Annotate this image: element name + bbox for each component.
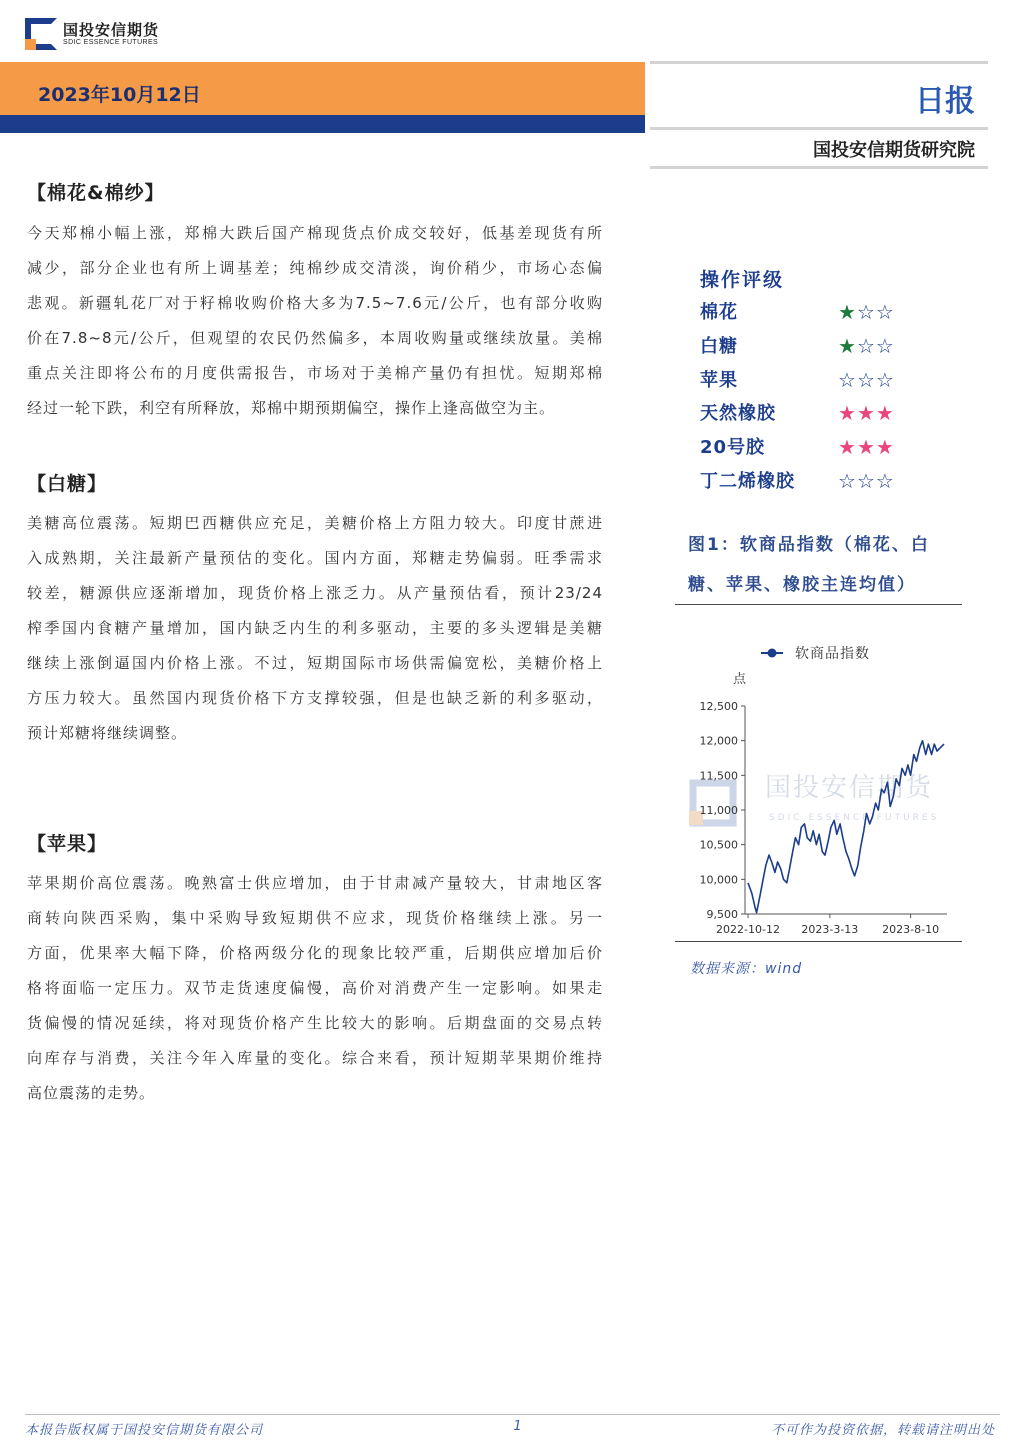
star-filled-icon: ★ — [856, 401, 876, 426]
watermark-text: 国投安信期货 — [765, 773, 934, 803]
star-filled-icon: ★ — [856, 435, 876, 460]
rating-stars — [838, 296, 895, 330]
star-empty-icon: ☆ — [838, 468, 857, 493]
rating-row — [700, 296, 960, 330]
paragraph-line: 货偏慢的情况延续，将对现货价格产生比较大的影响。后期盘面的交易点转 — [27, 1014, 603, 1032]
figure-caption — [688, 525, 958, 605]
paragraph-line: 预计郑糖将继续调整。 — [27, 724, 188, 742]
star-filled-icon: ★ — [838, 435, 857, 460]
rating-commodity-name: 棉花 — [700, 302, 738, 323]
legend-label: 软商品指数 — [795, 646, 870, 662]
y-tick-label: 11,000 — [699, 804, 738, 817]
x-tick-label: 2023-3-13 — [801, 923, 859, 936]
rating-stars — [838, 465, 895, 499]
section-heading: 【苹果】 — [27, 833, 108, 855]
star-empty-icon: ☆ — [875, 300, 895, 324]
footer-copyright: 本报告版权属于国投安信期货有限公司 — [25, 1423, 264, 1438]
header-divider — [650, 166, 988, 169]
paragraph-line: 方面，优果率大幅下降，价格两级分化的现象比较严重，后期供应增加后价 — [27, 944, 603, 962]
star-empty-icon: ☆ — [856, 367, 876, 392]
star-empty-icon: ☆ — [875, 367, 895, 392]
section-heading: 【棉花&棉纱】 — [27, 182, 165, 204]
paragraph-line: 榨季国内食糖产量增加，国内缺乏内生的利多驱动，主要的多头逻辑是美糖 — [27, 619, 603, 637]
paragraph-line: 商转向陕西采购，集中采购导致短期供不应求，现货价格继续上涨。另一 — [27, 909, 603, 927]
paragraph-line: 继续上涨倒逼国内价格上涨。不过，短期国际市场供需偏宽松，美糖价格上 — [27, 654, 603, 672]
y-tick-label: 10,000 — [699, 873, 738, 887]
x-tick-label: 2022-10-12 — [716, 923, 780, 936]
report-type-title: 日报 — [915, 84, 975, 119]
logo-text: 国投安信期货 — [63, 21, 160, 39]
rating-stars — [838, 330, 895, 364]
star-filled-icon: ★ — [838, 300, 857, 324]
footer-divider — [25, 1414, 1000, 1415]
rating-stars — [838, 431, 895, 465]
paragraph-line: 高位震荡的走势。 — [27, 1084, 156, 1102]
paragraph-line: 方压力较大。虽然国内现货价格下方支撑较强，但是也缺乏新的利多驱动， — [27, 689, 603, 707]
star-filled-icon: ★ — [875, 435, 895, 460]
rating-panel-title: 操作评级 — [700, 269, 785, 291]
institute-name: 国投安信期货研究院 — [813, 140, 975, 161]
rating-list — [700, 296, 960, 499]
watermark-subtext: SDIC ESSENCE FUTURES — [769, 813, 940, 823]
star-empty-icon: ☆ — [856, 468, 876, 493]
figure-source: 数据来源：wind — [690, 961, 803, 977]
star-filled-icon: ★ — [875, 401, 895, 426]
paragraph-line: 重点关注即将公布的月度供需报告，市场对于美棉产量仍有担忧。短期郑棉 — [27, 364, 603, 382]
star-filled-icon: ★ — [838, 401, 857, 426]
header-navy-band — [0, 115, 645, 133]
figure-top-rule — [675, 604, 962, 605]
rating-stars — [838, 397, 895, 431]
y-axis-label: 点 — [733, 672, 747, 687]
star-empty-icon: ☆ — [856, 300, 876, 324]
section-body — [27, 216, 603, 426]
series-line-soft-commodity-index — [748, 741, 944, 913]
soft-commodity-index-chart — [675, 635, 965, 940]
header-divider — [650, 61, 988, 64]
rating-panel — [700, 267, 960, 499]
rating-commodity-name: 白糖 — [700, 335, 738, 357]
figure-caption-line: 糖、苹果、橡胶主连均值） — [688, 575, 916, 595]
paragraph-line: 今天郑棉小幅上涨，郑棉大跌后国产棉现货点价成交较好，低基差现货有所 — [27, 224, 603, 242]
rating-row — [700, 330, 960, 364]
paragraph-line: 美糖高位震荡。短期巴西糖供应充足，美糖价格上方阻力较大。印度甘蔗进 — [27, 514, 603, 532]
paragraph-line: 减少，部分企业也有所上调基差；纯棉纱成交清淡，询价稍少，市场心态偏 — [27, 259, 603, 277]
figure-bottom-rule — [675, 941, 962, 942]
paragraph-line: 较差，糖源供应逐渐增加，现货价格上涨乏力。从产量预估看，预计23/24 — [27, 584, 603, 602]
section-cotton — [27, 180, 603, 417]
rating-commodity-name: 天然橡胶 — [700, 403, 776, 425]
section-heading: 【白糖】 — [27, 473, 108, 495]
paragraph-line: 格将面临一定压力。双节走货速度偏慢，高价对消费产生一定影响。如果走 — [27, 979, 603, 997]
y-tick-label: 9,500 — [706, 908, 738, 921]
rating-commodity-name: 丁二烯橡胶 — [700, 470, 795, 492]
section-body — [27, 506, 603, 751]
rating-commodity-name: 苹果 — [700, 369, 738, 391]
rating-commodity-name: 20号胶 — [700, 437, 766, 459]
page-number: 1 — [513, 1419, 523, 1434]
star-empty-icon: ☆ — [875, 468, 895, 493]
paragraph-line: 价在7.8~8元/公斤，但观望的农民仍然偏多，本周收购量或继续放量。美棉 — [27, 329, 603, 347]
figure-caption-line: 图1：软商品指数（棉花、白 — [688, 535, 930, 555]
paragraph-line: 苹果期价高位震荡。晚熟富士供应增加，由于甘肃减产量较大，甘肃地区客 — [27, 874, 603, 892]
rating-row — [700, 431, 960, 465]
section-body — [27, 866, 603, 1111]
report-date: 2023年10月12日 — [38, 84, 201, 106]
y-tick-label: 10,500 — [699, 838, 738, 852]
x-tick-label: 2023-8-10 — [882, 923, 940, 936]
section-apple — [27, 831, 603, 1102]
paragraph-line: 经过一轮下跌，利空有所释放，郑棉中期预期偏空，操作上逢高做空为主。 — [27, 399, 556, 417]
rating-row — [700, 397, 960, 431]
logo-mark-icon — [25, 18, 57, 50]
header-divider — [650, 127, 988, 130]
star-empty-icon: ☆ — [838, 367, 857, 392]
y-tick-label: 11,500 — [699, 769, 738, 783]
legend-marker — [768, 649, 777, 658]
paragraph-line: 向库存与消费，关注今年入库量的变化。综合来看，预计短期苹果期价维持 — [27, 1049, 603, 1067]
paragraph-line: 入成熟期，关注最新产量预估的变化。国内方面，郑糖走势偏弱。旺季需求 — [27, 549, 603, 567]
star-empty-icon: ☆ — [856, 333, 876, 358]
rating-row — [700, 364, 960, 398]
paragraph-line: 悲观。新疆轧花厂对于籽棉收购价格大多为7.5~7.6元/公斤，也有部分收购 — [27, 294, 603, 312]
star-filled-icon: ★ — [838, 333, 857, 358]
rating-stars — [838, 364, 895, 398]
y-tick-label: 12,000 — [699, 734, 738, 748]
logo-subtext: SDIC ESSENCE FUTURES — [63, 39, 159, 46]
section-sugar — [27, 471, 603, 742]
footer-disclaimer: 不可作为投资依据，转载请注明出处 — [770, 1423, 995, 1438]
y-tick-label: 12,500 — [699, 700, 738, 713]
rating-row — [700, 465, 960, 499]
star-empty-icon: ☆ — [875, 333, 895, 358]
